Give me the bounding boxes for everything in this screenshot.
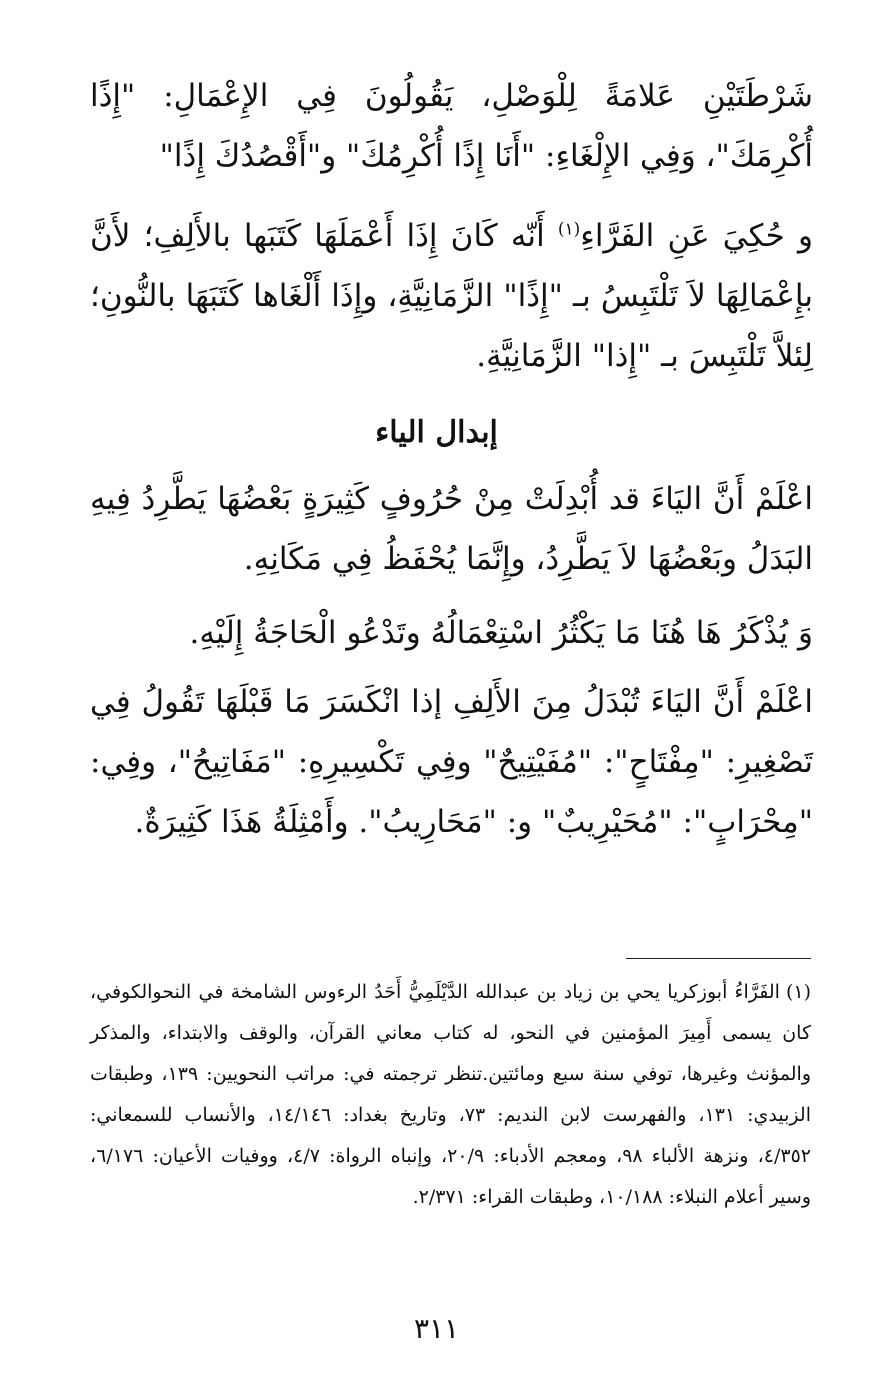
paragraph-2-text-end: أَنّه كَانَ إِذَا أَعْمَلَهَا كَتَبَها بالأَلِفِ؛ لأَنَّ بإِعْمَالِهَا لاَ تَلْتَبِسُ بـ "إِذًا" الزَّمَانِيَّةِ، وإِذَا أَلْغَاها كَتَبَهَا بالنُّونِ؛ لِئلاَّ تَلْتَبِسَ بـ "إِذا" الزَّمَانِيَّةِ.: [90, 218, 813, 374]
section-heading: إبدال الياء: [375, 415, 498, 450]
body-paragraph-3: [90, 469, 813, 589]
page-number: ٣١١: [413, 1312, 460, 1345]
paragraph-2-text-start: و حُكِيَ عَنِ الفَرَّاءِ: [580, 218, 813, 254]
footnote: [90, 972, 811, 1218]
footnote-marker: (١): [785, 981, 811, 1003]
body-paragraph-1: [90, 66, 813, 186]
body-paragraph-5: [90, 672, 813, 852]
body-paragraph-4: [90, 603, 813, 663]
paragraph-4-text: وَ يُذْكَرُ هَا هُنَا مَا يَكْثُرُ اسْتِعْمَالُهُ وتَدْعُو الْحَاجَةُ إِلَيْهِ.: [189, 615, 813, 651]
body-paragraph-2: [90, 206, 813, 386]
paragraph-1-text: شَرْطَتَيْنِ عَلامَةً لِلْوَصْلِ، يَقُولُونَ فِي الإِعْمَالِ: "إِذًا أُكْرِمَكَ"، وَفِي الإِلْغَاءِ: "أَنَا إِذًا أُكْرِمُكَ" و"أَقْصُدُكَ إِذًا": [90, 78, 813, 174]
footnote-text: الفَرَّاءُ أبوزكريا يحي بن زياد بن عبدالله الدَّيْلَمِيُّ أَحَدُ الرءوس الشامخة في النحوالكوفي، كان يسمى أَمِيرَ المؤمنين في النحو، له كتاب معاني القرآن، والوقف والابتداء، والمذكر والمؤنث وغيرها، توفي سنة سبع ومائتين.تنظر ترجمته في: مراتب النحويين: ١٣٩، وطبقات الزبيدي: ١٣١، والفهرست لابن النديم: ٧٣، وتاريخ بغداد: ١٤/١٤٦، والأنساب للسمعاني: ٤/٣٥٢، ونزهة الألباء ٩٨، ومعجم الأدباء: ٢٠/٩، وإنباه الرواة: ٤/٧، ووفيات الأعيان: ٦/١٧٦، وسير أعلام النبلاء: ١٠/١٨٨، وطبقات القراء: ٢/٣٧١.: [90, 981, 811, 1208]
paragraph-5-text: اعْلَمْ أَنَّ اليَاءَ تُبْدَلُ مِنَ الأَلِفِ إذا انْكَسَرَ مَا قَبْلَهَا تَقُولُ فِي تَصْغِيرِ: "مِفْتَاحٍ": "مُفَيْتِيحٌ" وفِي تَكْسِيرِهِ: "مَفَاتِيحُ"، وفِي: "مِحْرَابٍ": "مُحَيْرِيبٌ" و: "مَحَارِيبُ". وأَمْثِلَةُ هَذَا كَثِيرَةٌ.: [90, 684, 813, 840]
paragraph-3-text: اعْلَمْ أَنَّ اليَاءَ قد أُبْدِلَتْ مِنْ حُرُوفٍ كَثِيرَةٍ بَعْضُهَا يَطَّرِدُ فِيهِ البَدَلُ وبَعْضُهَا لاَ يَطَّرِدُ، وإِنَّمَا يُحْفَظُ فِي مَكَانِهِ.: [90, 481, 813, 577]
footnote-reference[interactable]: (١): [557, 219, 581, 240]
footnote-divider: [626, 958, 811, 959]
